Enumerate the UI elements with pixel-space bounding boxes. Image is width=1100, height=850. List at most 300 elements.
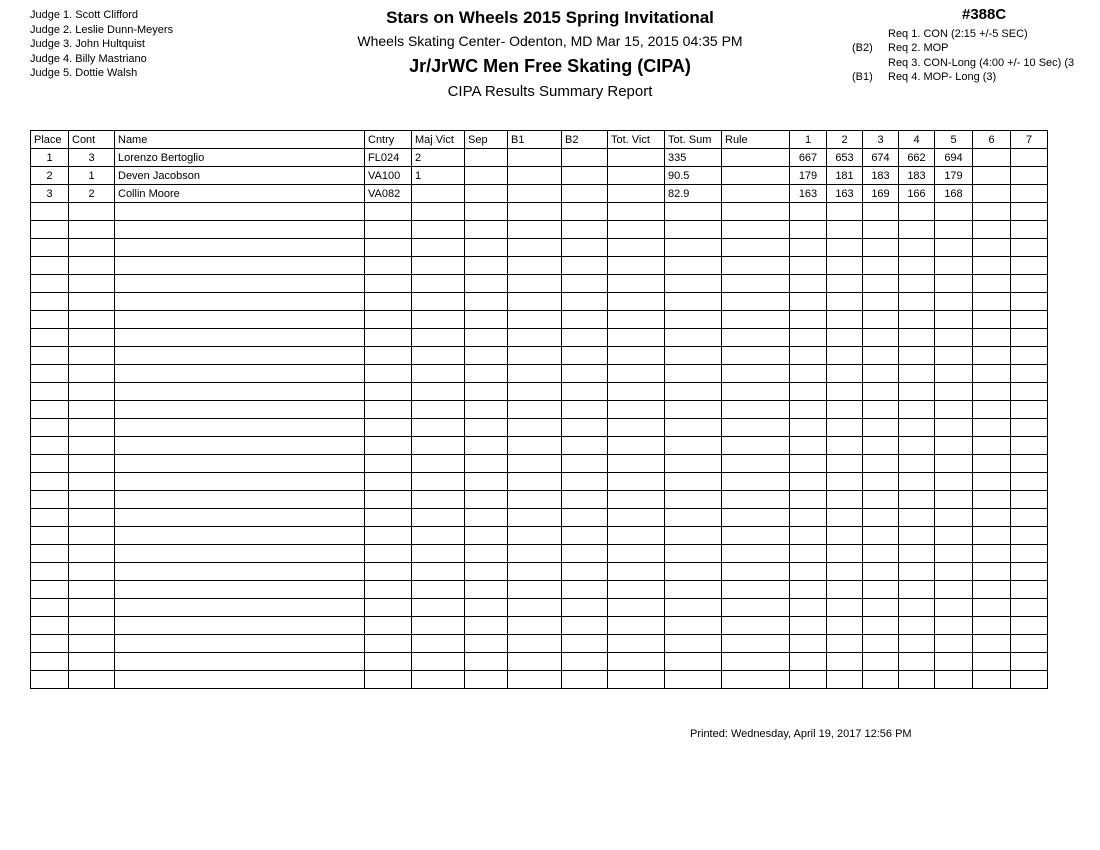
empty-cell-name [115,635,365,653]
empty-cell-place [31,509,69,527]
empty-cell-place [31,221,69,239]
empty-cell-maj_vict [412,545,465,563]
empty-cell-rule [722,563,790,581]
empty-cell-place [31,527,69,545]
empty-cell-j3 [863,365,899,383]
empty-cell-rule [722,365,790,383]
empty-row [31,347,1048,365]
empty-cell-place [31,203,69,221]
column-header-j5: 5 [935,131,973,149]
empty-cell-cont [69,473,115,491]
empty-cell-name [115,581,365,599]
empty-cell-j3 [863,311,899,329]
empty-cell-j6 [973,383,1011,401]
judge-line: Judge 3. John Hultquist [30,38,145,50]
empty-cell-j2 [827,383,863,401]
empty-cell-tot_sum [665,635,722,653]
empty-cell-sep [465,437,508,455]
empty-cell-b2 [562,203,608,221]
empty-cell-b1 [508,293,562,311]
empty-cell-j5 [935,293,973,311]
empty-cell-cntry [365,491,412,509]
empty-cell-rule [722,653,790,671]
empty-row [31,383,1048,401]
cell-j5: 168 [935,185,973,203]
empty-row [31,221,1048,239]
empty-cell-j5 [935,563,973,581]
empty-cell-j2 [827,599,863,617]
empty-cell-j7 [1011,401,1048,419]
empty-cell-j4 [899,473,935,491]
empty-cell-j4 [899,599,935,617]
empty-cell-j2 [827,419,863,437]
empty-cell-maj_vict [412,383,465,401]
empty-cell-j5 [935,455,973,473]
empty-cell-j2 [827,563,863,581]
empty-cell-cont [69,563,115,581]
empty-row [31,275,1048,293]
empty-cell-b1 [508,311,562,329]
empty-cell-j7 [1011,473,1048,491]
empty-cell-tot_sum [665,473,722,491]
cell-tot_sum: 335 [665,149,722,167]
empty-cell-j6 [973,275,1011,293]
empty-cell-j7 [1011,329,1048,347]
empty-cell-name [115,383,365,401]
column-header-j3: 3 [863,131,899,149]
empty-cell-b1 [508,617,562,635]
empty-cell-j6 [973,599,1011,617]
empty-cell-j1 [790,347,827,365]
empty-cell-j6 [973,671,1011,689]
column-header-name: Name [115,131,365,149]
empty-cell-j2 [827,617,863,635]
empty-cell-b2 [562,383,608,401]
judge-line: Judge 2. Leslie Dunn-Meyers [30,23,174,36]
empty-cell-maj_vict [412,653,465,671]
cell-sep [465,167,508,185]
empty-cell-b1 [508,635,562,653]
cell-j4: 662 [899,149,935,167]
empty-cell-rule [722,617,790,635]
empty-cell-tot_vict [608,545,665,563]
empty-row [31,437,1048,455]
empty-cell-b1 [508,491,562,509]
empty-cell-cntry [365,653,412,671]
empty-cell-b2 [562,653,608,671]
empty-cell-j6 [973,635,1011,653]
empty-cell-j4 [899,365,935,383]
empty-cell-j7 [1011,275,1048,293]
empty-cell-tot_vict [608,401,665,419]
empty-cell-tot_vict [608,527,665,545]
empty-cell-rule [722,599,790,617]
cell-cntry: VA082 [365,185,412,203]
empty-cell-rule [722,455,790,473]
empty-cell-maj_vict [412,203,465,221]
empty-cell-b2 [562,599,608,617]
empty-cell-sep [465,275,508,293]
empty-cell-j5 [935,437,973,455]
empty-cell-j1 [790,455,827,473]
cell-j1: 667 [790,149,827,167]
empty-cell-tot_sum [665,365,722,383]
empty-cell-j1 [790,491,827,509]
empty-cell-b1 [508,221,562,239]
empty-cell-j2 [827,473,863,491]
cell-j2: 653 [827,149,863,167]
empty-cell-rule [722,473,790,491]
empty-cell-tot_sum [665,347,722,365]
empty-cell-j1 [790,221,827,239]
empty-cell-maj_vict [412,581,465,599]
empty-cell-tot_sum [665,653,722,671]
empty-cell-j5 [935,509,973,527]
empty-cell-tot_vict [608,347,665,365]
empty-cell-cntry [365,311,412,329]
empty-cell-rule [722,347,790,365]
empty-cell-name [115,509,365,527]
empty-cell-j3 [863,545,899,563]
empty-cell-j3 [863,221,899,239]
cell-maj_vict: 1 [412,167,465,185]
empty-cell-tot_vict [608,653,665,671]
empty-cell-cont [69,599,115,617]
cell-place: 2 [31,167,69,185]
cell-j5: 179 [935,167,973,185]
empty-cell-rule [722,311,790,329]
empty-cell-cont [69,383,115,401]
empty-cell-place [31,239,69,257]
empty-cell-b2 [562,635,608,653]
empty-cell-b1 [508,275,562,293]
empty-cell-tot_sum [665,239,722,257]
empty-cell-sep [465,545,508,563]
cell-cont: 1 [69,167,115,185]
empty-cell-j5 [935,383,973,401]
requirement-text: Req 1. CON (2:15 +/-5 SEC) [888,27,1028,40]
empty-cell-sep [465,671,508,689]
empty-cell-b1 [508,419,562,437]
cell-name: Deven Jacobson [115,167,365,185]
cell-tot_vict [608,185,665,203]
requirement-text: Req 2. MOP [888,42,949,54]
empty-cell-cont [69,653,115,671]
empty-cell-j7 [1011,581,1048,599]
empty-cell-j1 [790,563,827,581]
empty-cell-j5 [935,239,973,257]
empty-cell-place [31,491,69,509]
column-header-b1: B1 [508,131,562,149]
empty-cell-j3 [863,617,899,635]
requirements-block [852,8,1100,85]
empty-cell-b2 [562,401,608,419]
requirement-text: Req 3. CON-Long (4:00 +/- 10 Sec) (3 [888,56,1075,69]
empty-cell-j7 [1011,257,1048,275]
empty-row [31,329,1048,347]
empty-cell-rule [722,221,790,239]
empty-cell-maj_vict [412,293,465,311]
empty-cell-maj_vict [412,617,465,635]
empty-cell-j4 [899,383,935,401]
column-header-tot_sum: Tot. Sum [665,131,722,149]
cell-sep [465,185,508,203]
cell-j7 [1011,149,1048,167]
cell-cont: 3 [69,149,115,167]
cell-b2 [562,185,608,203]
table-row [31,149,1048,167]
empty-cell-name [115,257,365,275]
empty-cell-maj_vict [412,365,465,383]
empty-cell-maj_vict [412,329,465,347]
empty-cell-name [115,473,365,491]
requirement-line [852,27,1100,42]
empty-cell-j2 [827,203,863,221]
cell-tot_vict [608,167,665,185]
empty-cell-j5 [935,347,973,365]
empty-cell-maj_vict [412,239,465,257]
empty-cell-j5 [935,671,973,689]
empty-cell-b1 [508,545,562,563]
empty-cell-name [115,293,365,311]
empty-cell-name [115,563,365,581]
empty-cell-j1 [790,581,827,599]
empty-cell-cont [69,617,115,635]
empty-cell-place [31,401,69,419]
empty-cell-b2 [562,329,608,347]
empty-cell-cntry [365,509,412,527]
cell-j3: 674 [863,149,899,167]
requirement-prefix [852,56,888,71]
empty-cell-place [31,311,69,329]
empty-cell-j6 [973,473,1011,491]
empty-cell-j2 [827,239,863,257]
empty-cell-j1 [790,509,827,527]
empty-cell-j5 [935,329,973,347]
empty-cell-place [31,653,69,671]
empty-cell-place [31,545,69,563]
empty-cell-j2 [827,401,863,419]
empty-cell-b2 [562,473,608,491]
empty-cell-j3 [863,653,899,671]
empty-cell-j3 [863,257,899,275]
cell-cntry: FL024 [365,149,412,167]
empty-cell-cont [69,203,115,221]
empty-cell-name [115,203,365,221]
empty-cell-maj_vict [412,671,465,689]
empty-cell-sep [465,599,508,617]
cell-name: Lorenzo Bertoglio [115,149,365,167]
empty-cell-j3 [863,671,899,689]
empty-cell-j4 [899,203,935,221]
cell-b1 [508,149,562,167]
empty-cell-j7 [1011,239,1048,257]
empty-cell-j4 [899,347,935,365]
empty-cell-j1 [790,329,827,347]
empty-cell-name [115,491,365,509]
empty-cell-tot_vict [608,581,665,599]
empty-cell-j3 [863,491,899,509]
empty-cell-tot_vict [608,437,665,455]
empty-cell-cntry [365,599,412,617]
empty-cell-b2 [562,311,608,329]
empty-cell-maj_vict [412,455,465,473]
empty-cell-j5 [935,401,973,419]
column-header-j2: 2 [827,131,863,149]
empty-cell-sep [465,419,508,437]
empty-cell-j4 [899,329,935,347]
empty-cell-j1 [790,365,827,383]
requirement-prefix: (B1) [852,71,873,83]
empty-cell-name [115,599,365,617]
empty-cell-cntry [365,617,412,635]
empty-cell-tot_vict [608,257,665,275]
empty-cell-j5 [935,653,973,671]
empty-cell-tot_vict [608,311,665,329]
empty-cell-j4 [899,491,935,509]
empty-cell-j3 [863,293,899,311]
empty-cell-j1 [790,239,827,257]
empty-cell-j2 [827,437,863,455]
empty-cell-j4 [899,545,935,563]
empty-cell-cntry [365,401,412,419]
empty-cell-cntry [365,347,412,365]
empty-row [31,401,1048,419]
requirement-prefix: (B2) [852,42,873,54]
empty-cell-maj_vict [412,221,465,239]
empty-cell-j2 [827,671,863,689]
empty-cell-j4 [899,563,935,581]
empty-cell-b1 [508,329,562,347]
empty-cell-j7 [1011,347,1048,365]
empty-cell-tot_sum [665,545,722,563]
empty-cell-j2 [827,347,863,365]
empty-cell-name [115,545,365,563]
judge-line: Judge 5. Dottie Walsh [30,67,138,79]
empty-cell-name [115,221,365,239]
empty-cell-sep [465,221,508,239]
empty-cell-b2 [562,419,608,437]
empty-cell-cntry [365,473,412,491]
empty-cell-j2 [827,545,863,563]
empty-cell-j7 [1011,383,1048,401]
empty-cell-j7 [1011,491,1048,509]
empty-cell-b1 [508,599,562,617]
empty-cell-rule [722,581,790,599]
empty-cell-cntry [365,545,412,563]
empty-cell-j7 [1011,437,1048,455]
empty-cell-j7 [1011,653,1048,671]
empty-cell-sep [465,581,508,599]
empty-cell-j2 [827,653,863,671]
empty-cell-j4 [899,275,935,293]
empty-cell-sep [465,203,508,221]
empty-cell-place [31,617,69,635]
empty-cell-cont [69,491,115,509]
empty-cell-tot_sum [665,455,722,473]
empty-cell-j3 [863,581,899,599]
empty-cell-tot_sum [665,329,722,347]
empty-cell-j7 [1011,365,1048,383]
column-header-j6: 6 [973,131,1011,149]
empty-cell-place [31,671,69,689]
empty-cell-j5 [935,527,973,545]
cell-rule [722,185,790,203]
empty-cell-j1 [790,473,827,491]
empty-cell-name [115,455,365,473]
empty-cell-maj_vict [412,599,465,617]
empty-cell-tot_vict [608,221,665,239]
empty-cell-maj_vict [412,347,465,365]
empty-row [31,581,1048,599]
empty-cell-j4 [899,581,935,599]
cell-j1: 179 [790,167,827,185]
empty-cell-j7 [1011,671,1048,689]
empty-cell-place [31,563,69,581]
table-header-row [31,131,1048,149]
empty-row [31,293,1048,311]
empty-cell-j6 [973,203,1011,221]
empty-cell-j6 [973,509,1011,527]
empty-cell-b1 [508,347,562,365]
empty-cell-j3 [863,275,899,293]
empty-cell-b2 [562,437,608,455]
empty-cell-j7 [1011,545,1048,563]
cell-b2 [562,167,608,185]
column-header-j4: 4 [899,131,935,149]
column-header-j1: 1 [790,131,827,149]
empty-cell-name [115,671,365,689]
empty-cell-j4 [899,293,935,311]
report-subtitle: CIPA Results Summary Report [447,83,653,100]
empty-cell-maj_vict [412,527,465,545]
empty-cell-j2 [827,581,863,599]
empty-cell-sep [465,257,508,275]
empty-cell-sep [465,509,508,527]
empty-cell-tot_vict [608,473,665,491]
empty-cell-j6 [973,221,1011,239]
empty-cell-tot_sum [665,617,722,635]
empty-cell-sep [465,401,508,419]
empty-cell-b2 [562,239,608,257]
empty-cell-tot_sum [665,257,722,275]
empty-cell-j3 [863,473,899,491]
empty-cell-tot_vict [608,491,665,509]
empty-cell-rule [722,275,790,293]
empty-row [31,239,1048,257]
empty-cell-tot_vict [608,599,665,617]
cell-place: 3 [31,185,69,203]
empty-cell-rule [722,419,790,437]
empty-cell-j5 [935,275,973,293]
empty-cell-j1 [790,617,827,635]
cell-j5: 694 [935,149,973,167]
empty-cell-j7 [1011,599,1048,617]
empty-row [31,653,1048,671]
empty-cell-place [31,437,69,455]
empty-cell-j2 [827,221,863,239]
empty-cell-j6 [973,437,1011,455]
empty-cell-tot_sum [665,581,722,599]
empty-cell-sep [465,527,508,545]
empty-cell-tot_sum [665,401,722,419]
empty-cell-j4 [899,509,935,527]
empty-cell-place [31,455,69,473]
empty-cell-rule [722,527,790,545]
cell-name: Collin Moore [115,185,365,203]
empty-cell-tot_sum [665,527,722,545]
empty-row [31,509,1048,527]
